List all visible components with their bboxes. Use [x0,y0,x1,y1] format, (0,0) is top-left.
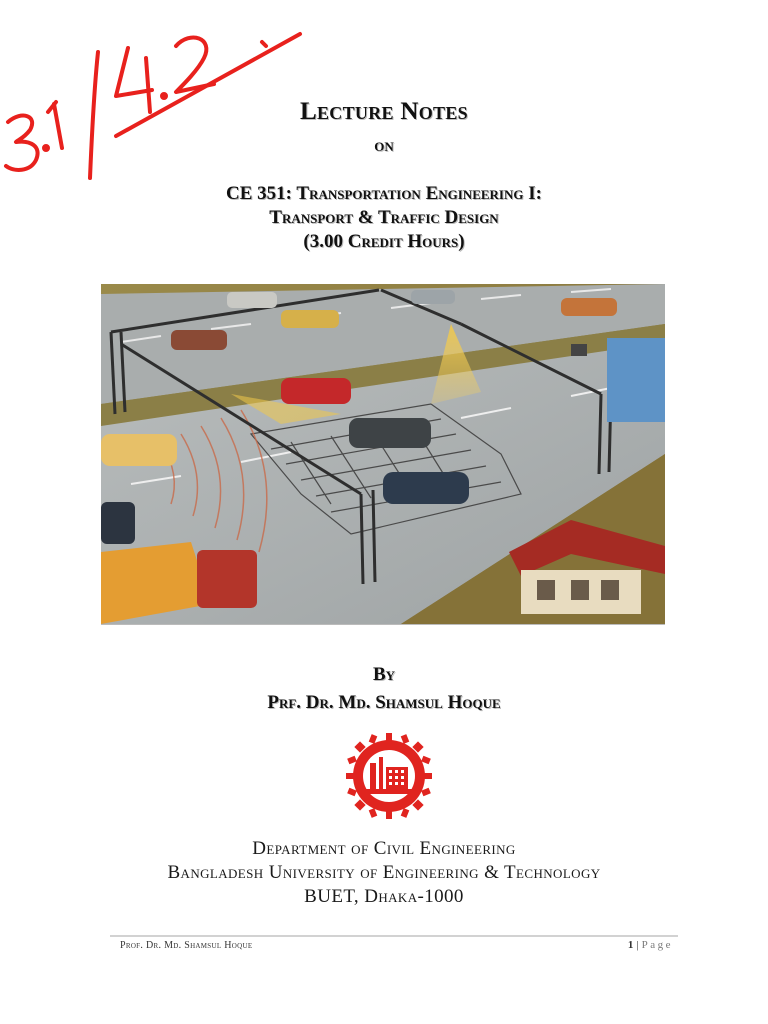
document-title: Lecture Notes [300,98,468,125]
university-name: Bangladesh University of Engineering & Technology [167,862,601,883]
credit-hours: (3.00 Credit Hours) [303,231,465,252]
highway-traffic-illustration [101,284,665,625]
course-subtitle: Transport & Traffic Design [269,207,499,228]
university-location: BUET, Dhaka-1000 [304,886,464,907]
footer-divider [110,935,678,937]
page-number: 1 [627,939,634,951]
department-name: Department of Civil Engineering [252,838,516,859]
author-name: Prf. Dr. Md. Shamsul Hoque [267,692,501,713]
title-on: on [374,135,394,156]
page-word: Page [641,939,673,951]
footer-author: Prof. Dr. Md. Shamsul Hoque [120,940,253,951]
by-label: By [372,664,396,685]
footer-page-info [628,939,673,951]
page-separator: | [636,939,639,951]
course-code-title: CE 351: Transportation Engineering I: [226,183,542,204]
buet-logo [346,733,432,819]
